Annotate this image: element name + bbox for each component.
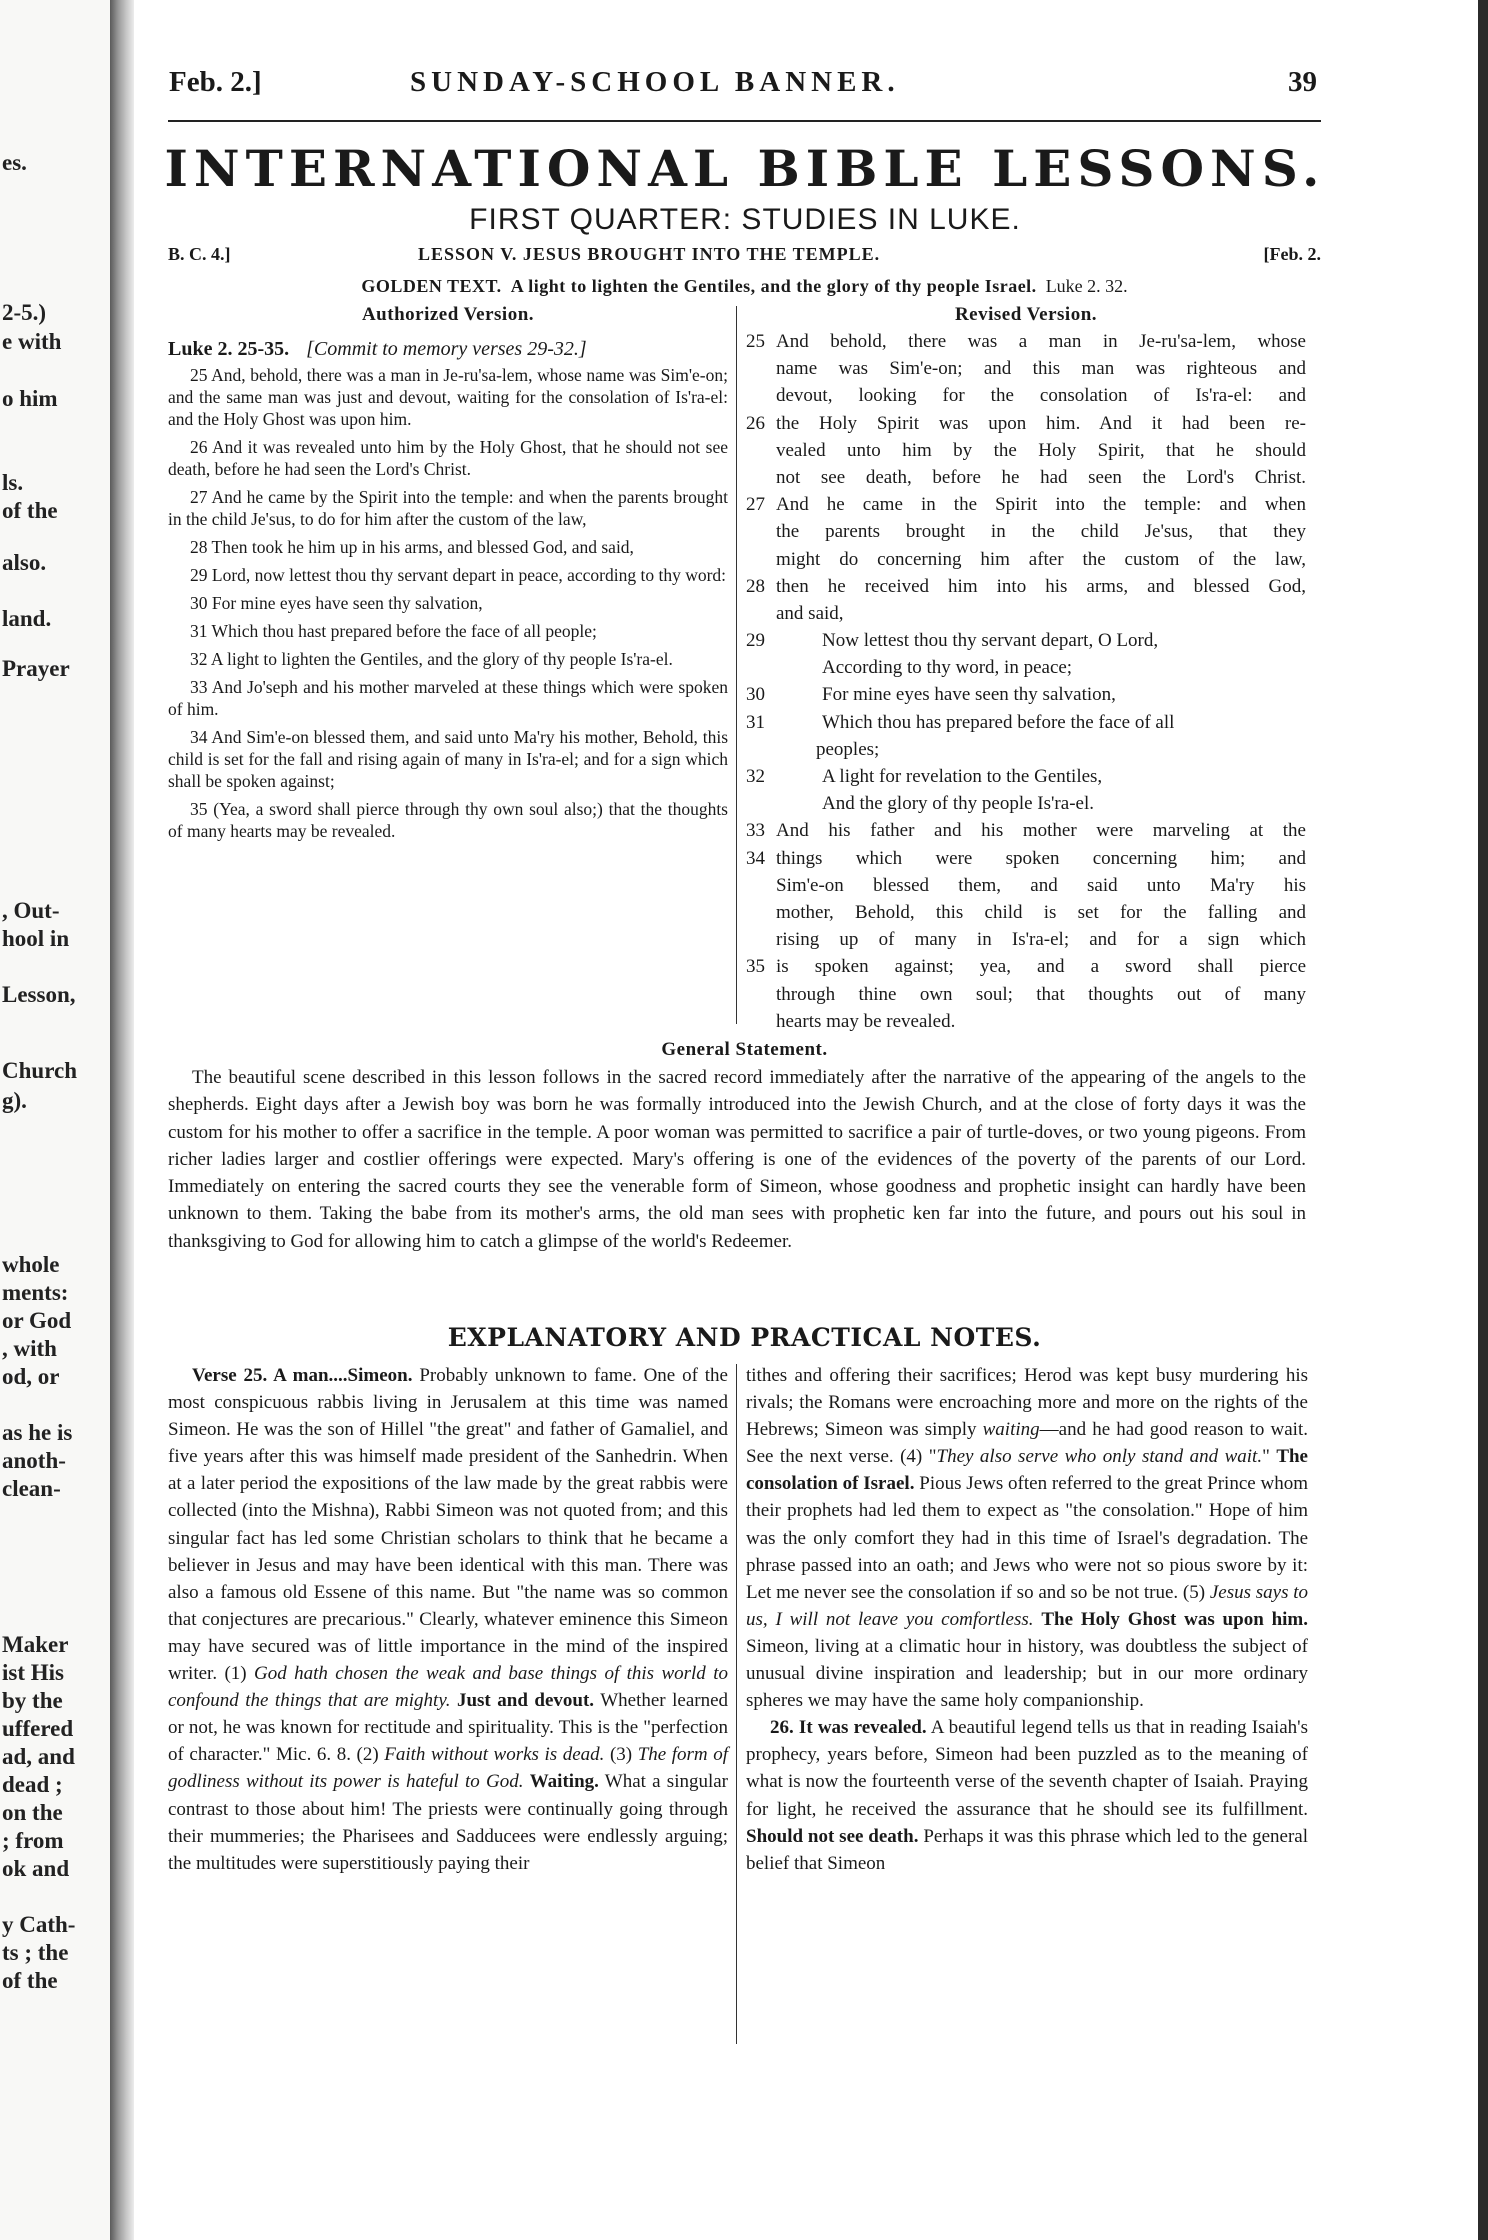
revised-line [746, 1008, 1306, 1035]
revised-line [746, 518, 1306, 545]
revised-line-text: the Holy Spirit was upon him. And it had been re- [776, 412, 1306, 434]
reference: Luke 2. 25-35. [168, 338, 290, 360]
revised-line [746, 817, 1306, 844]
page-title: INTERNATIONAL BIBLE LESSONS. [164, 139, 1326, 198]
note-text-run: —and he had good reason to wait. See the next verse. (4) " [746, 1419, 1308, 1468]
revised-line-text: then he received him into his arms, and blessed God, [776, 575, 1306, 597]
revised-line [746, 899, 1306, 926]
previous-page-fragment: , with [2, 1336, 57, 1361]
revised-line-text: For mine eyes have seen thy salvation, [822, 684, 1116, 706]
revised-line-text: might do concerning him after the custom of the law, [776, 548, 1306, 570]
previous-page-fragment: y Cath- [2, 1912, 76, 1937]
running-header [165, 60, 1325, 106]
revised-line-text: And he came in the Spirit into the temple: and when [776, 494, 1306, 516]
authorized-verse: 29 Lord, now lettest thou thy servant depart in peace, according to thy word: [190, 565, 727, 585]
lesson-name: LESSON V. JESUS BROUGHT INTO THE TEMPLE. [418, 244, 881, 264]
previous-page-fragment: Prayer [2, 656, 70, 681]
revised-heading: Revised Version. [954, 304, 1098, 325]
verse-number: 34 [746, 847, 765, 869]
page-gutter [110, 0, 134, 2240]
note-text-run: (3) [604, 1744, 638, 1766]
revised-line-text: not see death, before he had seen the Lord's Christ. [776, 466, 1306, 488]
revised-line [746, 437, 1306, 464]
authorized-verse: 33 And Jo'seph and his mother marveled at these things which were spoken of him. [168, 677, 728, 719]
revised-line [746, 464, 1306, 491]
note-heading-run: The consolation of Israel. [746, 1446, 1308, 1495]
revised-line-text: and said, [776, 602, 844, 624]
page-subtitle: FIRST QUARTER: STUDIES IN LUKE. [469, 203, 1021, 236]
revised-line [746, 491, 1306, 518]
previous-page-fragment: whole [2, 1252, 60, 1277]
revised-line [746, 709, 1306, 736]
note-text-run: They also serve who only stand and wait. [936, 1446, 1263, 1468]
revised-line-text: mother, Behold, this child is set for the falling and [776, 901, 1306, 923]
revised-line-text: hearts may be revealed. [776, 1010, 956, 1032]
revised-line-text: the parents brought in the child Je'sus, that they [776, 521, 1306, 543]
previous-page-fragment: g). [2, 1088, 27, 1113]
revised-line [746, 845, 1306, 872]
note-text-run: Probably unknown to fame. One of the most conspicuous rabbis living in Jerusalem at this time was named Simeon. He was the son of Hillel "the great" and father of Gamaliel, and five years after this was himself made president of the Sanhedrin. When at a later period the expositions of the law made by the great rabbis were collected (into the Mishna), Rabbi Simeon was not quoted from; and this singular fact has led some Christian scholars to think that he became a believer in Jesus and may have been identical with this man. There was also a famous old Essene of this name. But "the name was so common that conjectures are precarious." Clearly, whatever eminence this Simeon may have secured was of little importance in the mind of the inspired writer. (1) [168, 1365, 728, 1685]
verse-number: 31 [746, 711, 765, 733]
revised-line [746, 736, 1306, 763]
verse-number: 32 [746, 766, 765, 787]
revised-line [746, 546, 1306, 573]
previous-page-fragment: ist His [2, 1660, 64, 1685]
previous-page-fragment: 2-5.) [2, 300, 47, 325]
previous-page-fragment: ments: [2, 1280, 69, 1305]
notes-right-column [746, 1362, 1308, 1877]
revised-line-text: name was Sim'e-on; and this man was righteous and [776, 358, 1306, 380]
memory-note: [Commit to memory verses 29-32.] [306, 338, 587, 360]
revised-line-text: peoples; [816, 738, 880, 760]
running-title: SUNDAY-SCHOOL BANNER. [410, 66, 900, 98]
lesson-line [168, 239, 1321, 269]
revised-line [746, 763, 1306, 790]
revised-line-text: According to thy word, in peace; [822, 657, 1073, 679]
authorized-verse: 30 For mine eyes have seen thy salvation, [190, 593, 483, 613]
authorized-verse: 28 Then took he him up in his arms, and blessed God, and said, [190, 537, 634, 557]
previous-page-fragment: Lesson, [2, 982, 76, 1007]
page-right-edge [1478, 0, 1488, 2240]
previous-page-fragment: ls. [2, 470, 24, 495]
revised-line [746, 573, 1306, 600]
authorized-verse: 32 A light to lighten the Gentiles, and the glory of thy people Is'ra-el. [190, 649, 673, 669]
revised-line [746, 790, 1306, 817]
general-statement-heading: General Statement. [661, 1039, 828, 1060]
authorized-version [168, 302, 728, 848]
previous-page-fragment: e with [2, 329, 62, 354]
golden-text-ref: Luke 2. 32. [1045, 276, 1128, 296]
previous-page-fragment: ad, and [2, 1744, 75, 1769]
note-heading-run: Verse 25. A man....Simeon. [192, 1365, 413, 1386]
previous-page-fragment: Maker [2, 1632, 69, 1657]
verse-number: 26 [746, 412, 765, 434]
notes-left-column [168, 1362, 728, 1877]
authorized-heading: Authorized Version. [361, 304, 535, 325]
revised-line-text: Now lettest thou thy servant depart, O Lord, [822, 630, 1159, 652]
golden-text-verse: A light to lighten the Gentiles, and the glory of thy people Israel. [510, 276, 1037, 296]
verse-number: 29 [746, 630, 765, 652]
verse-number: 33 [746, 820, 765, 842]
note-heading-run: Just and devout. [456, 1690, 595, 1712]
revised-line [746, 926, 1306, 953]
revised-line-text: And his father and his mother were marveling at the [776, 820, 1306, 842]
header-rule [168, 120, 1321, 122]
revised-verses [746, 328, 1306, 1035]
revised-line-text: rising up of many in Is'ra-el; and for a sign which [776, 929, 1306, 951]
lesson-date: [Feb. 2. [1263, 244, 1321, 264]
revised-line [746, 872, 1306, 899]
revised-line [746, 627, 1306, 654]
previous-page-fragment: by the [2, 1688, 63, 1713]
revised-line-text: A light for revelation to the Gentiles, [822, 766, 1103, 787]
previous-page-fragment: Church [2, 1058, 77, 1083]
revised-line-text: Sim'e-on blessed them, and said unto Ma'ry his [776, 874, 1306, 896]
golden-text-label: GOLDEN TEXT. [361, 276, 502, 296]
golden-text [168, 272, 1321, 300]
note-text-run: " [1262, 1446, 1277, 1468]
authorized-verse: 34 And Sim'e-on blessed them, and said unto Ma'ry his mother, Behold, this child is set for the fall and rising again of many in Is'ra-el; and for a sign which shall be spoken against; [168, 727, 728, 791]
revised-line [746, 355, 1306, 382]
revised-line-text: devout, looking for the consolation of Is'ra-el: and [776, 385, 1306, 407]
note-text-run: Pious Jews often referred to the great Prince whom their prophets had led them to expect as "the consolation." Hope of him was the only comfort they had in this time of Israel's degradation. The phrase passed into an oath; and Jews who were not so pious swore by it: Let me never see the consolation if so and so be not true. (5) [746, 1473, 1308, 1603]
verse-number: 35 [746, 956, 765, 978]
note-text-run: Faith without works is dead. [384, 1744, 605, 1766]
authorized-verses [168, 364, 728, 842]
previous-page-fragment: land. [2, 606, 52, 631]
previous-page-fragment: on the [2, 1800, 63, 1825]
page-number: 39 [1288, 66, 1317, 98]
scripture-reference [168, 334, 728, 364]
revised-line [746, 654, 1306, 681]
authorized-verse: 31 Which thou hast prepared before the face of all people; [190, 621, 597, 641]
note-heading-run: Waiting. [529, 1771, 599, 1793]
authorized-verse: 26 And it was revealed unto him by the Holy Ghost, that he should not see death, before he had seen the Lord's Christ. [168, 437, 728, 479]
previous-page-fragment: , Out- [2, 898, 60, 923]
revised-line [746, 600, 1306, 627]
revised-line-text: is spoken against; yea, and a sword shall pierce [776, 956, 1306, 978]
verse-number: 28 [746, 575, 765, 597]
previous-page-fragment: clean- [2, 1476, 61, 1501]
note-heading-run: Should not see death. [746, 1825, 919, 1847]
revised-line [746, 410, 1306, 437]
revised-line [746, 382, 1306, 409]
note-text-run: Perhaps it was this phrase which led to the general belief that Simeon [746, 1825, 1308, 1874]
notes-column-divider [736, 1364, 737, 2044]
revised-line-text: through thine own soul; that thoughts out of many [776, 983, 1306, 1005]
note-paragraph [746, 1362, 1308, 1714]
revised-line-text: Which thou has prepared before the face of all [822, 711, 1175, 733]
revised-line [746, 953, 1306, 980]
verse-number: 27 [746, 494, 765, 516]
revised-line-text: vealed unto him by the Holy Spirit, that he should [776, 439, 1306, 461]
previous-page-fragment: es. [2, 150, 27, 175]
previous-page-fragment: as he is [2, 1420, 73, 1445]
revised-line [746, 681, 1306, 708]
notes-heading: EXPLANATORY AND PRACTICAL NOTES. [447, 1323, 1042, 1352]
previous-page-fragment: or God [2, 1308, 72, 1333]
note-text-run: God hath chosen the weak and base things of this world to confound the things that are mighty. [168, 1663, 728, 1712]
previous-page-fragment: ts ; the [2, 1940, 69, 1965]
previous-page-fragment: od, or [2, 1364, 60, 1389]
verse-number: 30 [746, 684, 765, 706]
header-date: Feb. 2.] [169, 66, 262, 98]
verse-number: 25 [746, 331, 765, 352]
revised-line-text: things which were spoken concerning him; and [776, 847, 1306, 869]
previous-page-fragment: anoth- [2, 1448, 66, 1473]
previous-page-sliver [0, 0, 110, 2240]
previous-page-fragment: of the [2, 1968, 58, 1993]
column-divider [736, 306, 737, 1024]
revised-line [746, 981, 1306, 1008]
previous-page-fragment: hool in [2, 926, 70, 951]
note-text-run: What a singular contrast to those about him! The priests were continually going through their mummeries; the Pharisees and Sadducees were endlessly arguing; the multitudes were superstitiously paying their [168, 1771, 729, 1874]
previous-page-fragment: o him [2, 386, 58, 411]
note-text-run: Jesus says to us, I will not leave you comfortless. [746, 1581, 1309, 1630]
previous-page-fragment: ok and [2, 1856, 70, 1881]
note-text-run: A beautiful legend tells us that in reading Isaiah's prophecy, years before, Simeon had been puzzled as to the meaning of what is now the fourteenth verse of the seventh chapter of Isaiah. Praying for light, he received the assurance that he should see its fulfillment. [746, 1717, 1308, 1820]
previous-page-fragment: dead ; [2, 1772, 63, 1797]
general-statement-text: The beautiful scene described in this lesson follows in the sacred record immediately after the narrative of the appearing of the angels to the shepherds. Eight days after a Jewish boy was born he was formally introduced into the Jewish Church, and at the close of forty days it was the custom for his mother to offer a sacrifice in the temple. A poor woman was permitted to sacrifice a pair of turtle-doves, or two young pigeons. From richer ladies larger and costlier offerings were expected. Mary's offering is one of the evidences of the poverty of the parents of our Lord. Immediately on entering the sacred courts they see the venerable form of Simeon, whose goodness and prophetic insight can hardly have been unknown to them. Taking the babe from its mother's arms, the old man sees with prophetic ken far into the future, and pours out his soul in thanksgiving to God for allowing him to catch a glimpse of the world's Redeemer. [168, 1067, 1306, 1252]
note-heading-run: The Holy Ghost was upon him. [1041, 1608, 1308, 1630]
note-text-run: Whether learned or not, he was known for rectitude and spirituality. This is the "perfection of character." Mic. 6. 8. (2) [168, 1690, 729, 1766]
note-text-run: waiting [982, 1419, 1040, 1441]
authorized-verse: 25 And, behold, there was a man in Je-ru'sa-lem, whose name was Sim'e-on; and the same man was just and devout, waiting for the consolation of Is'ra-el: and the Holy Ghost was upon him. [168, 365, 728, 429]
note-text-run: Simeon, living at a climatic hour in history, was doubtless the subject of unusual divine inspiration and leadership; but in our more ordinary spheres we may have the same holy companionship. [746, 1635, 1308, 1712]
revised-line [746, 328, 1306, 355]
note-text-run: tithes and offering their sacrifices; Herod was kept busy murdering his rivals; the Romans were encroaching more and more on the rights of the Hebrews; Simeon was simply [746, 1365, 1308, 1441]
previous-page-fragment: ; from [2, 1828, 64, 1853]
note-paragraph [168, 1362, 728, 1877]
note-paragraph [746, 1714, 1308, 1877]
authorized-verse: 35 (Yea, a sword shall pierce through thy own soul also;) that the thoughts of many hearts may be revealed. [168, 799, 728, 841]
revised-line-text: And the glory of thy people Is'ra-el. [822, 793, 1094, 815]
authorized-verse: 27 And he came by the Spirit into the temple: and when the parents brought in the child Je'sus, to do for him after the custom of the law, [168, 487, 728, 529]
lesson-era: B. C. 4.] [168, 244, 231, 264]
revised-line-text: And behold, there was a man in Je-ru'sa-lem, whose [776, 331, 1306, 352]
previous-page-fragment: of the [2, 498, 58, 523]
note-text-run: The form of godliness without its power is hateful to God. [168, 1744, 728, 1793]
note-heading-run: 26. It was revealed. [770, 1717, 927, 1739]
previous-page-fragment: uffered [2, 1716, 74, 1741]
previous-page-fragment: also. [2, 550, 47, 575]
revised-version [746, 302, 1306, 1035]
